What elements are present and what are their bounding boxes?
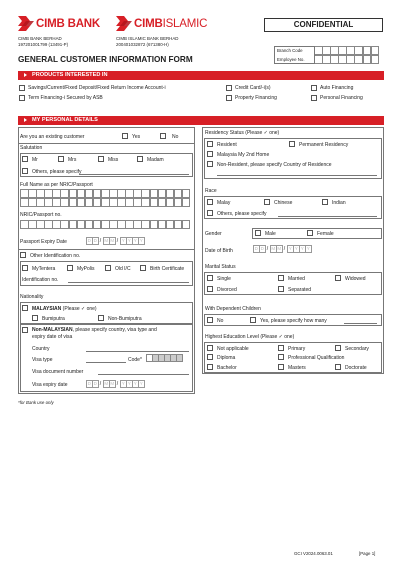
- id-old-ic: Old I/C: [115, 266, 131, 272]
- checkbox-single[interactable]: [207, 275, 213, 281]
- product-property-financing-label: Property Financing: [235, 95, 277, 101]
- marital-divorced: Divorced: [217, 287, 237, 293]
- checkbox-credit-card[interactable]: [226, 85, 232, 91]
- checkbox-salutation-others[interactable]: [22, 168, 28, 174]
- checkbox-term-financing[interactable]: [19, 95, 25, 101]
- salutation-mrs: Mrs: [68, 157, 77, 163]
- edu-not-applicable: Not applicable: [217, 346, 249, 352]
- id-mytentera: MyTentera: [32, 266, 56, 272]
- checkbox-dependent-yes[interactable]: [250, 317, 256, 323]
- checkbox-savings[interactable]: [19, 85, 25, 91]
- checkbox-married[interactable]: [278, 275, 284, 281]
- dependent-label: With Dependent Children: [205, 306, 261, 312]
- checkbox-masters[interactable]: [278, 364, 284, 370]
- visa-type-input[interactable]: [86, 362, 126, 363]
- checkbox-birth-certificate[interactable]: [140, 265, 146, 271]
- checkbox-bumiputra[interactable]: [32, 315, 38, 321]
- checkbox-existing-no[interactable]: [160, 133, 166, 139]
- checkbox-miss[interactable]: [98, 156, 104, 162]
- residency-label: Residency Status (Please ✓ one): [205, 130, 280, 136]
- checkbox-race-others[interactable]: [207, 210, 213, 216]
- checkbox-separated[interactable]: [278, 286, 284, 292]
- checkbox-auto-financing[interactable]: [311, 85, 317, 91]
- dependent-yes-label: Yes, please specify how many: [260, 318, 327, 324]
- gender-male: Male: [265, 231, 276, 237]
- confidential-box: [264, 18, 383, 32]
- cimb-islamic-logo: [116, 16, 207, 31]
- cimb-bank-logo: [18, 16, 100, 31]
- form-code: GCI V2024.0063.01: [294, 551, 333, 556]
- visa-doc-label: Visa document number: [32, 369, 84, 375]
- checkbox-property-financing[interactable]: [226, 95, 232, 101]
- checkbox-female[interactable]: [307, 230, 313, 236]
- permanent-resident-label: Permanent Residency: [299, 142, 349, 148]
- checkbox-personal-financing[interactable]: [311, 95, 317, 101]
- product-credit-card-label: Credit Card/-i(s): [235, 85, 271, 91]
- race-malay: Malay: [217, 200, 231, 206]
- non-resident-label: Non-Resident, please specify Country of Residence: [217, 162, 332, 168]
- checkbox-old-ic[interactable]: [105, 265, 111, 271]
- marital-widowed: Widowed: [345, 276, 366, 282]
- checkbox-primary[interactable]: [278, 345, 284, 351]
- malaysian-hint: (Please ✓ one): [61, 306, 97, 312]
- id-mypolis: MyPolis: [77, 266, 95, 272]
- salutation-mr: Mr: [32, 157, 38, 163]
- existing-yes-label: Yes: [132, 134, 141, 140]
- non-malaysian-label: Non-MALAYSIAN: [32, 327, 73, 333]
- salutation-madam: Madam: [147, 157, 164, 163]
- code-label: Code*: [128, 357, 142, 363]
- visa-expiry-label: Visa expiry date: [32, 382, 68, 388]
- non-bumiputra-label: Non-Bumiputra: [108, 316, 142, 322]
- checkbox-bachelor[interactable]: [207, 364, 213, 370]
- marital-married: Married: [288, 276, 305, 282]
- confidential-label: CONFIDENTIAL: [293, 20, 354, 29]
- salutation-miss: Miss: [108, 157, 119, 163]
- mm2h-label: Malaysia My 2nd Home: [217, 152, 270, 158]
- bank-reg-no: 197201001799 (13491-P): [18, 41, 69, 47]
- gender-label: Gender: [205, 231, 222, 237]
- checkbox-divorced[interactable]: [207, 286, 213, 292]
- visa-type-label: Visa type: [32, 357, 53, 363]
- nric-label: NRIC/Passport no.: [20, 212, 62, 218]
- product-savings-label: Savings/Current/Fixed Deposit/Fixed Return Income Account-i: [28, 85, 166, 91]
- divider: [18, 143, 195, 144]
- nationality-label: Nationality: [20, 294, 44, 300]
- resident-label: Resident: [217, 142, 237, 148]
- country-label: Country: [32, 346, 50, 352]
- checkbox-mm2h[interactable]: [207, 151, 213, 157]
- dob-date-field[interactable]: D D / M M / Y Y Y Y: [254, 245, 310, 252]
- arrow-icon: [24, 73, 27, 77]
- marital-single: Single: [217, 276, 231, 282]
- checkbox-madam[interactable]: [137, 156, 143, 162]
- bank-logo-bold: CIMB: [36, 17, 65, 30]
- visa-doc-input[interactable]: [98, 374, 189, 375]
- page-number: [Page 1]: [359, 551, 376, 556]
- personal-title: MY PERSONAL DETAILS: [32, 117, 98, 123]
- checkbox-mr[interactable]: [22, 156, 28, 162]
- form-title: GENERAL CUSTOMER INFORMATION FORM: [18, 55, 193, 64]
- education-label: Highest Education Level (Please ✓ one): [205, 334, 295, 340]
- marital-separated: Separated: [288, 287, 312, 293]
- islamic-entity: CIMB ISLAMIC BANK BERHAD: [116, 36, 179, 41]
- checkbox-resident[interactable]: [207, 141, 213, 147]
- race-others-input[interactable]: [278, 216, 377, 217]
- checkbox-not-applicable[interactable]: [207, 345, 213, 351]
- edu-masters: Masters: [288, 365, 306, 371]
- edu-doctorate: Doctorate: [345, 365, 367, 371]
- full-name-row-2[interactable]: [20, 198, 190, 207]
- country-input[interactable]: [86, 351, 189, 352]
- edu-bachelor: Bachelor: [217, 365, 237, 371]
- checkbox-malay[interactable]: [207, 199, 213, 205]
- checkbox-mypolis[interactable]: [67, 265, 73, 271]
- identification-no-label: Identification no.: [22, 277, 59, 283]
- race-chinese: Chinese: [274, 200, 293, 206]
- products-title: PRODUCTS INTERESTED IN: [32, 72, 108, 78]
- bank-entity: CIMB BANK BERHAD: [18, 36, 62, 41]
- checkbox-permanent-resident[interactable]: [289, 141, 295, 147]
- country-of-residence-input[interactable]: [217, 175, 377, 176]
- dob-label: Date of Birth: [205, 248, 233, 254]
- checkbox-non-malaysian[interactable]: [22, 327, 28, 333]
- products-section-header: [18, 71, 384, 80]
- divider: [18, 249, 195, 250]
- edu-diploma: Diploma: [217, 355, 236, 361]
- id-birth-certificate: Birth Certificate: [150, 266, 185, 272]
- checkbox-dependent-no[interactable]: [207, 317, 213, 323]
- checkbox-male[interactable]: [255, 230, 261, 236]
- non-malaysian-hint: , please specify country, visa type and: [72, 327, 157, 333]
- checkbox-other-id[interactable]: [20, 252, 26, 258]
- employee-no-field[interactable]: [314, 55, 379, 64]
- bank-use-note: *for Bank use only: [18, 400, 54, 405]
- checkbox-malaysian[interactable]: [22, 305, 28, 311]
- personal-section-header: [18, 116, 384, 125]
- visa-code-field: [146, 354, 183, 362]
- dependent-no-label: No: [217, 318, 224, 324]
- marital-label: Marital Status: [205, 264, 236, 270]
- existing-customer-label: Are you an existing customer: [20, 134, 85, 140]
- race-indian: Indian: [332, 200, 346, 206]
- gender-female: Female: [317, 231, 334, 237]
- checkbox-doctorate[interactable]: [335, 364, 341, 370]
- bumiputra-label: Bumiputra: [42, 316, 65, 322]
- product-personal-financing-label: Personal Financing: [320, 95, 363, 101]
- race-label: Race: [205, 188, 217, 194]
- checkbox-existing-yes[interactable]: [122, 133, 128, 139]
- product-term-financing-label: Term Financing-i Secured by ASB: [28, 95, 103, 101]
- edu-professional: Professional Qualification: [288, 355, 345, 361]
- arrow-icon: [24, 118, 27, 122]
- product-auto-financing-label: Auto Financing: [320, 85, 354, 91]
- dependent-count-input[interactable]: [344, 323, 377, 324]
- salutation-others-label: Others, please specify: [32, 169, 82, 175]
- employee-no-label: Employee No.: [277, 56, 305, 62]
- passport-expiry-date-field[interactable]: D D / M M / Y Y Y Y: [87, 237, 143, 244]
- edu-primary: Primary: [288, 346, 306, 352]
- visa-expiry-date-field[interactable]: D D / M M / Y Y Y Y: [87, 380, 143, 387]
- islamic-logo-bold: CIMB: [134, 17, 163, 30]
- checkbox-diploma[interactable]: [207, 354, 213, 360]
- checkbox-secondary[interactable]: [335, 345, 341, 351]
- islamic-reg-no: 200401032872 (671380-H): [116, 41, 169, 47]
- checkbox-non-resident[interactable]: [207, 161, 213, 167]
- branch-label-frame: [274, 46, 315, 64]
- malaysian-label: MALAYSIAN: [32, 306, 62, 312]
- checkbox-mrs[interactable]: [58, 156, 64, 162]
- checkbox-non-bumiputra[interactable]: [98, 315, 104, 321]
- full-name-row-1[interactable]: [20, 189, 190, 198]
- salutation-label: Salutation: [20, 145, 43, 151]
- race-others-label: Others, please specify: [217, 211, 267, 217]
- branch-code-field[interactable]: [314, 46, 379, 55]
- salutation-others-input[interactable]: [79, 174, 189, 175]
- checkbox-chinese[interactable]: [264, 199, 270, 205]
- branch-code-label: Branch Code: [277, 47, 303, 53]
- non-malaysian-hint-2: expiry date of visa: [32, 334, 73, 340]
- checkbox-widowed[interactable]: [335, 275, 341, 281]
- checkbox-professional[interactable]: [278, 354, 284, 360]
- bank-logo-rest: BANK: [64, 17, 101, 30]
- cimb-logo-icon: [18, 16, 34, 31]
- full-name-label: Full Name as per NRIC/Passport: [20, 182, 93, 188]
- nric-field[interactable]: [20, 220, 190, 229]
- identification-no-input[interactable]: [68, 282, 189, 283]
- cimb-islamic-logo-icon: [116, 16, 132, 31]
- edu-secondary: Secondary: [345, 346, 369, 352]
- checkbox-indian[interactable]: [322, 199, 328, 205]
- other-id-label: Other Identification no.: [30, 253, 81, 259]
- passport-expiry-label: Passport Expiry Date: [20, 239, 67, 245]
- islamic-logo-rest: ISLAMIC: [162, 17, 208, 30]
- existing-no-label: No: [172, 134, 179, 140]
- checkbox-mytentera[interactable]: [22, 265, 28, 271]
